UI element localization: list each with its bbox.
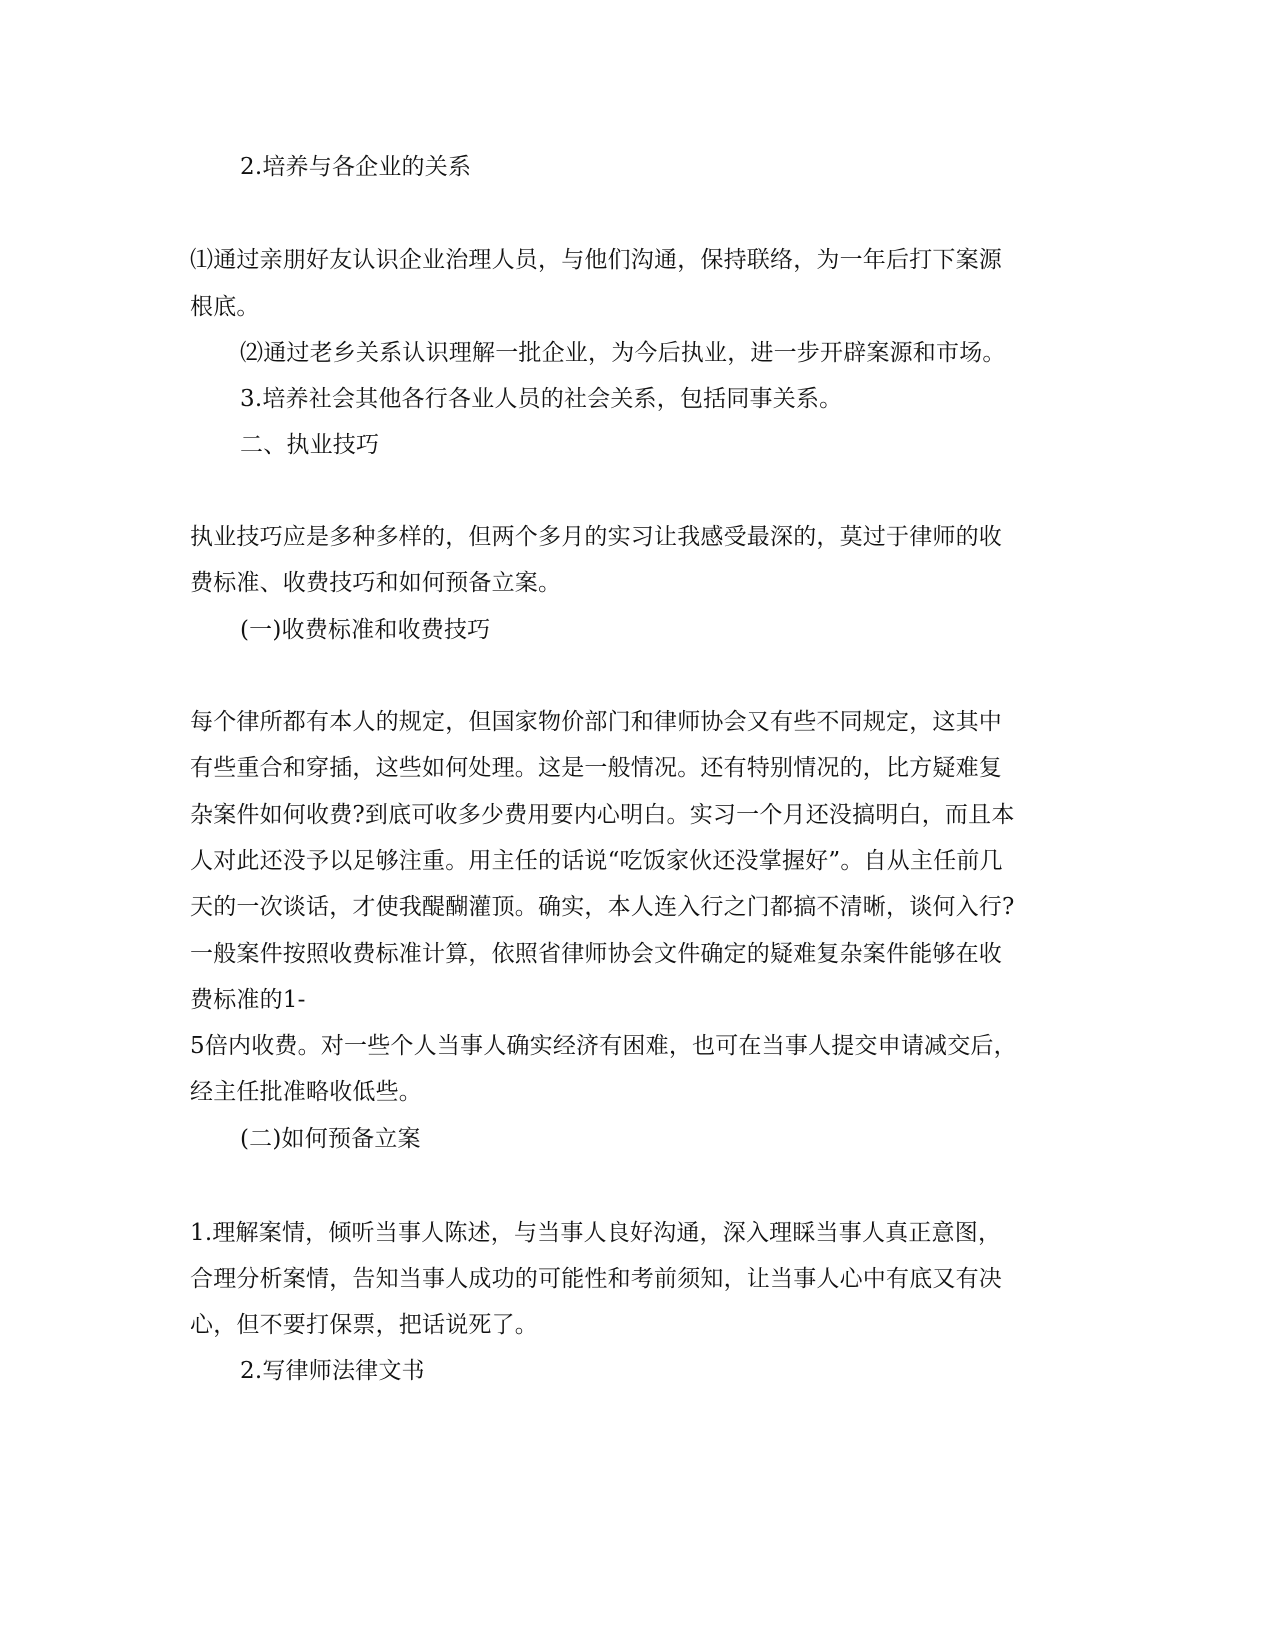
paragraph-line: 执业技巧应是多种多样的，但两个多月的实习让我感受最深的，莫过于律师的收 xyxy=(190,524,1002,550)
paragraph-line: 5倍内收费。对一些个人当事人确实经济有困难，也可在当事人提交申请减交后， xyxy=(190,1033,1017,1059)
numbered-item-2-enterprise-relations: 2.培养与各企业的关系 xyxy=(240,154,472,180)
paragraph-line: ⑵通过老乡关系认识理解一批企业，为今后执业，进一步开辟案源和市场。 xyxy=(240,340,1006,366)
numbered-item-3-social-relations: 3.培养社会其他各行各业人员的社会关系，包括同事关系。 xyxy=(240,386,843,412)
paragraph-line: ⑴通过亲朋好友认识企业治理人员，与他们沟通，保持联络，为一年后打下案源 xyxy=(190,247,1002,273)
numbered-item-1-understand-case: 1.理解案情，倾听当事人陈述，与当事人良好沟通，深入理睬当事人真正意图， xyxy=(190,1220,1002,1246)
paragraph-line: 每个律所都有本人的规定，但国家物价部门和律师协会又有些不同规定，这其中 xyxy=(190,709,1002,735)
section-heading-practice-skills: 二、执业技巧 xyxy=(240,432,380,458)
paragraph-line: 经主任批准略收低些。 xyxy=(190,1079,422,1105)
paragraph-line: 人对此还没予以足够注重。用主任的话说“吃饭家伙还没掌握好”。自从主任前几 xyxy=(190,848,1003,874)
paragraph-line: 心，但不要打保票，把话说死了。 xyxy=(190,1312,538,1338)
numbered-item-2-legal-documents: 2.写律师法律文书 xyxy=(240,1358,425,1384)
paragraph-line: 天的一次谈话，才使我醍醐灌顶。确实，本人连入行之门都搞不清晰，谈何入行? xyxy=(190,894,1015,920)
paragraph-line: 根底。 xyxy=(190,294,260,320)
paragraph-line: 费标准的1- xyxy=(190,987,306,1013)
subsection-heading-case-filing: (二)如何预备立案 xyxy=(240,1126,421,1152)
paragraph-line: 杂案件如何收费?到底可收多少费用要内心明白。实习一个月还没搞明白，而且本 xyxy=(190,802,1015,828)
paragraph-line: 费标准、收费技巧和如何预备立案。 xyxy=(190,570,562,596)
paragraph-line: 一般案件按照收费标准计算，依照省律师协会文件确定的疑难复杂案件能够在收 xyxy=(190,941,1002,967)
subsection-heading-fee-standards: (一)收费标准和收费技巧 xyxy=(240,617,491,643)
paragraph-line: 有些重合和穿插，这些如何处理。这是一般情况。还有特别情况的，比方疑难复 xyxy=(190,755,1002,781)
paragraph-line: 合理分析案情，告知当事人成功的可能性和考前须知，让当事人心中有底又有决 xyxy=(190,1266,1002,1292)
